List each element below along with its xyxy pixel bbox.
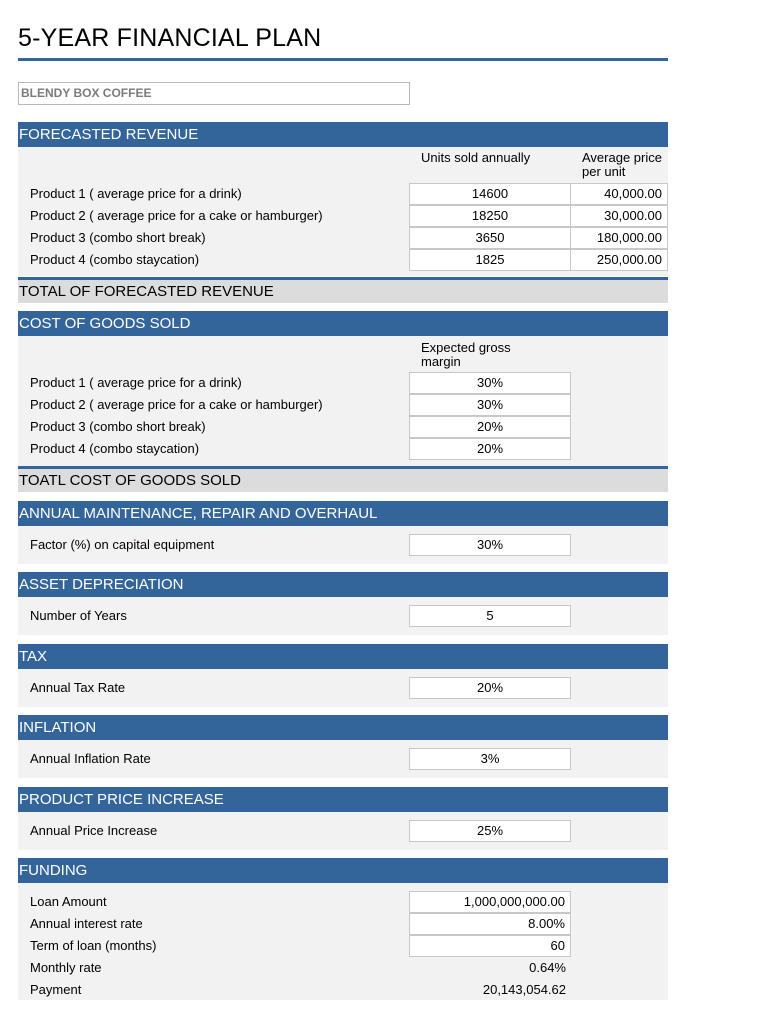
inflation-header: INFLATION xyxy=(18,715,668,740)
average-price-cell[interactable]: 180,000.00 xyxy=(570,227,668,249)
interest-rate-cell[interactable]: 8.00% xyxy=(409,913,571,935)
cogs-row-label: Product 3 (combo short break) xyxy=(30,419,206,434)
product-price-increase-header: PRODUCT PRICE INCREASE xyxy=(18,787,668,812)
tax-rate-label: Annual Tax Rate xyxy=(30,680,126,695)
units-sold-cell[interactable]: 18250 xyxy=(409,205,571,227)
revenue-row-label: Product 3 (combo short break) xyxy=(30,230,206,245)
average-price-cell[interactable]: 40,000.00 xyxy=(570,183,668,205)
units-sold-cell[interactable]: 14600 xyxy=(409,183,571,205)
total-cost-of-goods-sold-row: TOATL COST OF GOODS SOLD xyxy=(18,466,668,492)
gross-margin-cell[interactable]: 20% xyxy=(409,416,571,438)
loan-amount-cell[interactable]: 1,000,000,000.00 xyxy=(409,891,571,913)
loan-term-label: Term of loan (months) xyxy=(30,938,157,953)
revenue-row-label: Product 2 ( average price for a cake or hamburger) xyxy=(30,208,323,223)
maintenance-header: ANNUAL MAINTENANCE, REPAIR AND OVERHAUL xyxy=(18,501,668,526)
average-price-cell[interactable]: 30,000.00 xyxy=(570,205,668,227)
page-title: 5-YEAR FINANCIAL PLAN xyxy=(18,24,322,52)
price-increase-cell[interactable]: 25% xyxy=(409,820,571,842)
price-increase-label: Annual Price Increase xyxy=(30,823,158,838)
monthly-rate-label: Monthly rate xyxy=(30,960,102,975)
tax-header: TAX xyxy=(18,644,668,669)
cost-of-goods-sold-header: COST OF GOODS SOLD xyxy=(18,311,668,336)
gross-margin-cell[interactable]: 20% xyxy=(409,438,571,460)
units-sold-column-header: Units sold annually xyxy=(421,150,531,165)
gross-margin-column-header: Expected gross margin xyxy=(421,340,511,369)
inflation-rate-label: Annual Inflation Rate xyxy=(30,751,151,766)
title-divider xyxy=(18,58,668,61)
maintenance-factor-label: Factor (%) on capital equipment xyxy=(30,537,215,552)
inflation-rate-cell[interactable]: 3% xyxy=(409,748,571,770)
gross-margin-cell[interactable]: 30% xyxy=(409,372,571,394)
units-sold-cell[interactable]: 3650 xyxy=(409,227,571,249)
cogs-row-label: Product 1 ( average price for a drink) xyxy=(30,375,242,390)
monthly-rate-value: 0.64% xyxy=(529,960,566,975)
total-forecasted-revenue-row: TOTAL OF FORECASTED REVENUE xyxy=(18,277,668,303)
payment-label: Payment xyxy=(30,982,82,997)
cogs-row-label: Product 4 (combo staycation) xyxy=(30,441,200,456)
maintenance-factor-cell[interactable]: 30% xyxy=(409,534,571,556)
company-name-field[interactable]: BLENDY BOX COFFEE xyxy=(18,82,410,105)
loan-term-cell[interactable]: 60 xyxy=(409,935,571,957)
depreciation-years-label: Number of Years xyxy=(30,608,127,623)
payment-value: 20,143,054.62 xyxy=(482,982,566,997)
gross-margin-cell[interactable]: 30% xyxy=(409,394,571,416)
average-price-column-header: Average price per unit xyxy=(582,150,662,179)
interest-rate-label: Annual interest rate xyxy=(30,916,143,931)
revenue-row-label: Product 1 ( average price for a drink) xyxy=(30,186,242,201)
asset-depreciation-header: ASSET DEPRECIATION xyxy=(18,572,668,597)
revenue-row-label: Product 4 (combo staycation) xyxy=(30,252,200,267)
cogs-row-label: Product 2 ( average price for a cake or hamburger) xyxy=(30,397,323,412)
tax-rate-cell[interactable]: 20% xyxy=(409,677,571,699)
average-price-cell[interactable]: 250,000.00 xyxy=(570,249,668,271)
funding-header: FUNDING xyxy=(18,858,668,883)
loan-amount-label: Loan Amount xyxy=(30,894,107,909)
forecasted-revenue-header: FORECASTED REVENUE xyxy=(18,122,668,147)
depreciation-years-cell[interactable]: 5 xyxy=(409,605,571,627)
units-sold-cell[interactable]: 1825 xyxy=(409,249,571,271)
